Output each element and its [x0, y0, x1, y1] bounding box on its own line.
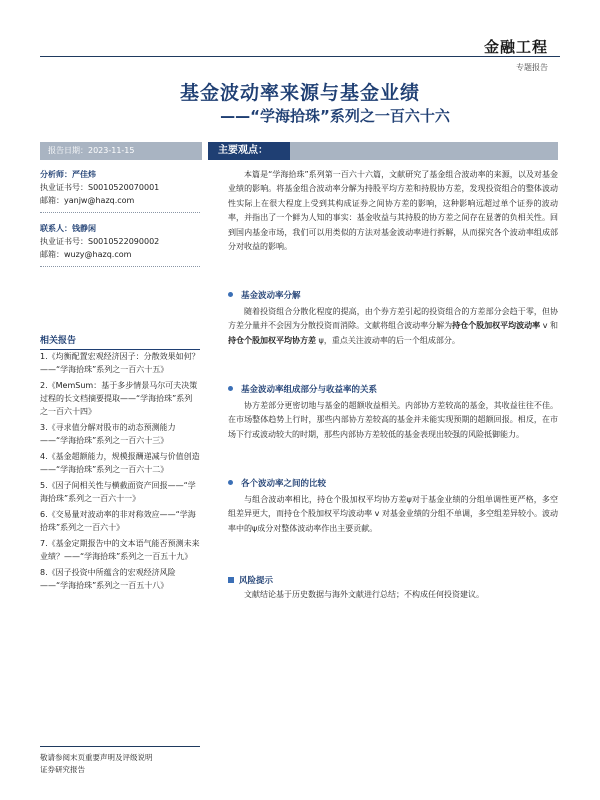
bullet-icon: [228, 292, 233, 297]
related-report-item[interactable]: 8.《因子投资中所蕴含的宏观经济风险——“学海拾珠”系列之一百五十八》: [40, 567, 176, 590]
bullet-icon: [228, 480, 233, 485]
related-report-item[interactable]: 6.《交易量对波动率的非对称效应——“学海拾珠”系列之一百六十》: [40, 509, 196, 532]
contact-name: 钱静闲: [72, 224, 96, 233]
risk-heading: 风险提示: [228, 574, 273, 586]
contact-cert: 执业证书号：S0010522090002: [40, 237, 160, 246]
main-views-tab: 主要观点：: [208, 142, 290, 160]
footer-divider: [40, 746, 200, 747]
footer: [40, 752, 153, 776]
analyst-name: 严佳炜: [72, 170, 96, 179]
report-type: 专题报告: [516, 63, 548, 72]
section-body: 协方差部分更密切地与基金的超额收益相关。内部协方差较高的基金，其收益往往不佳。在市场整体趋势上行时，那些内部协方差较高的基金并未能实现预期的超额回报。相反，在市场下行或波动较大的时期，那些内部协方差较低的基金表现出较强的风险抵御能力。: [228, 401, 558, 439]
section-heading: 各个波动率之间的比较: [228, 477, 326, 489]
section-heading: 基金波动率组成部分与收益率的关系: [228, 383, 377, 395]
section-heading: 基金波动率分解: [228, 289, 301, 301]
analyst-label: 分析师：: [40, 170, 72, 179]
header-divider: [40, 56, 560, 57]
contact-label: 联系人：: [40, 224, 72, 233]
report-subtitle: ——“学海拾珠”系列之一百六十六: [220, 107, 450, 125]
analyst-cert: 执业证书号：S0010520070001: [40, 183, 160, 192]
bullet-icon: [228, 386, 233, 391]
risk-body: 文献结论基于历史数据与海外文献进行总结；不构成任何投资建议。: [244, 590, 484, 599]
section-body: 与组合波动率相比，持仓个股加权平均协方差ψ对于基金业绩的分组单调性更严格，多空组差异更大，而持仓个股加权平均波动率 v 对基金业绩的分组不单调，多空组差异较小。波动率中的ψ成分对整体波动率作出主要贡献。: [228, 495, 558, 533]
footer-report-kind: 证券研究报告: [40, 765, 85, 774]
related-report-item[interactable]: 7.《基金定期报告中的文本语气能否预测未来业绩？——“学海拾珠”系列之一百五十九》: [40, 538, 200, 561]
related-report-item[interactable]: 4.《基金超额能力，规模报酬递减与价值创造——“学海拾珠”系列之一百六十二》: [40, 451, 200, 475]
contact-block: [40, 222, 205, 261]
report-title: 基金波动率来源与基金业绩: [179, 82, 420, 104]
related-report-item[interactable]: 1.《均衡配置宏观经济因子：分散效果如何？——“学海拾珠”系列之一百六十五》: [40, 352, 200, 375]
header-brand: 金融工程: [483, 38, 548, 56]
analyst-divider: [40, 212, 200, 213]
contact-email[interactable]: 邮箱：wuzy@hazq.com: [40, 250, 132, 259]
report-date: 报告日期：2023-11-15: [40, 142, 202, 160]
section-body: 随着投资组合分散化程度的提高，由个券方差引起的投资组合的方差部分会趋于零，但协方差分量并不会因为分散投资而消除。文献将组合波动率分解为持仓个股加权平均波动率 v 和持仓个股加权平均协方差 ψ，重点关注波动率的后一个组成部分。: [228, 307, 559, 345]
square-bullet-icon: [228, 577, 234, 583]
intro-paragraph: 本篇是“学海拾珠”系列第一百六十六篇，文献研究了基金组合波动率的来源，以及对基金业绩的影响。将基金组合波动率分解为持股平均方差和持股协方差，发现投资组合的整体波动性实际上在很大程度上受到其构成证券之间协方差的影响，这种影响远超过单个证券的波动率，并指出了一个鲜为人知的事实：基金收益与其持股的协方差之间存在显著的负相关性。回到国内基金市场，我们可以用类似的方法对基金波动率进行拆解，从而探究各个波动率组成部分对收益的影响。: [228, 170, 558, 252]
related-report-item[interactable]: 3.《寻求值分解对股市的动态预测能力——“学海拾珠”系列之一百六十三》: [40, 423, 176, 446]
related-report-item[interactable]: 5.《因子间相关性与横截面资产回报——“学海拾珠”系列之一百六十一》: [40, 480, 196, 504]
contact-divider: [40, 266, 200, 267]
analyst-email[interactable]: 邮箱：yanjw@hazq.com: [40, 196, 135, 205]
related-reports-list: [40, 350, 200, 594]
related-reports-title: 相关报告: [40, 333, 200, 350]
footer-disclaimer[interactable]: 敬请参阅末页重要声明及评级说明: [40, 753, 153, 762]
analyst-block: [40, 168, 205, 207]
related-report-item[interactable]: 2.《MemSum：基于多步情景马尔可夫决策过程的长文档摘要提取——“学海拾珠”系列之一百六十四》: [40, 380, 198, 417]
